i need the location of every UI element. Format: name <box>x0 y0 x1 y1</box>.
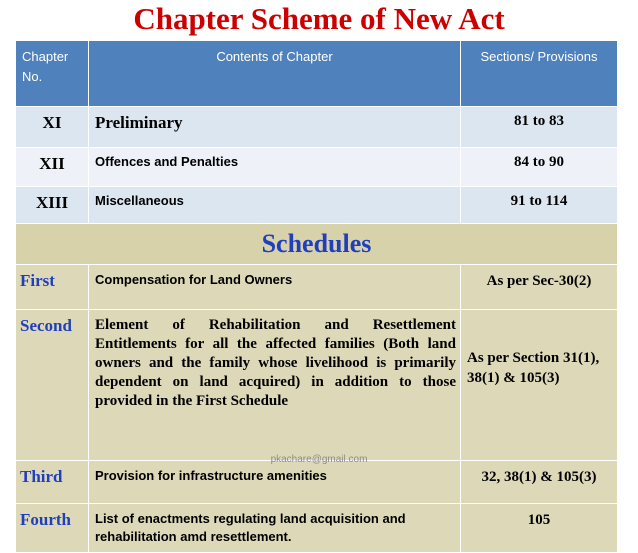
chapter-sections: 81 to 83 <box>461 107 618 148</box>
slide-title: Chapter Scheme of New Act <box>133 1 505 36</box>
table-row <box>16 265 618 310</box>
table-row <box>16 148 618 187</box>
header-contents: Contents of Chapter <box>89 41 461 107</box>
header-sections: Sections/ Provisions <box>461 41 618 107</box>
footer-email: pkachare@gmail.com <box>270 454 368 465</box>
schedule-sections: As per Sec-30(2) <box>461 265 618 310</box>
chapter-sections: 91 to 114 <box>461 187 618 224</box>
chapter-number: XIII <box>16 187 89 224</box>
schedule-name: Second <box>16 310 89 461</box>
table-row <box>16 107 618 148</box>
schedule-contents: Provision for infrastructure amenities <box>89 461 461 504</box>
schedule-contents: Compensation for Land Owners <box>89 265 461 310</box>
table-row <box>16 504 618 553</box>
schedule-sections: As per Section 31(1), 38(1) & 105(3) <box>461 310 618 461</box>
schedule-name: Third <box>16 461 89 504</box>
schedule-contents: List of enactments regulating land acquisition and rehabilitation amd resettlement. <box>89 504 461 553</box>
schedule-name: Fourth <box>16 504 89 553</box>
table-row <box>16 461 618 504</box>
schedules-heading: Schedules <box>16 224 618 265</box>
table-row <box>16 187 618 224</box>
chapter-contents: Preliminary <box>89 107 461 148</box>
chapter-scheme-table <box>15 40 618 553</box>
header-chapter-no: Chapter No. <box>16 41 89 107</box>
table-header-row <box>16 41 618 107</box>
chapter-number: XII <box>16 148 89 187</box>
chapter-contents: Miscellaneous <box>89 187 461 224</box>
schedule-contents: Element of Rehabilitation and Resettlement Entitlements for all the affected families (Both land owners and the family whose livelihood is primarily dependent on land acquired) in addition to those provided in the First Schedule <box>89 310 461 461</box>
schedule-name: First <box>16 265 89 310</box>
schedules-heading-row <box>16 224 618 265</box>
chapter-sections: 84 to 90 <box>461 148 618 187</box>
chapter-number: XI <box>16 107 89 148</box>
schedule-sections: 32, 38(1) & 105(3) <box>461 461 618 504</box>
table-row <box>16 310 618 461</box>
schedule-sections: 105 <box>461 504 618 553</box>
chapter-contents: Offences and Penalties <box>89 148 461 187</box>
